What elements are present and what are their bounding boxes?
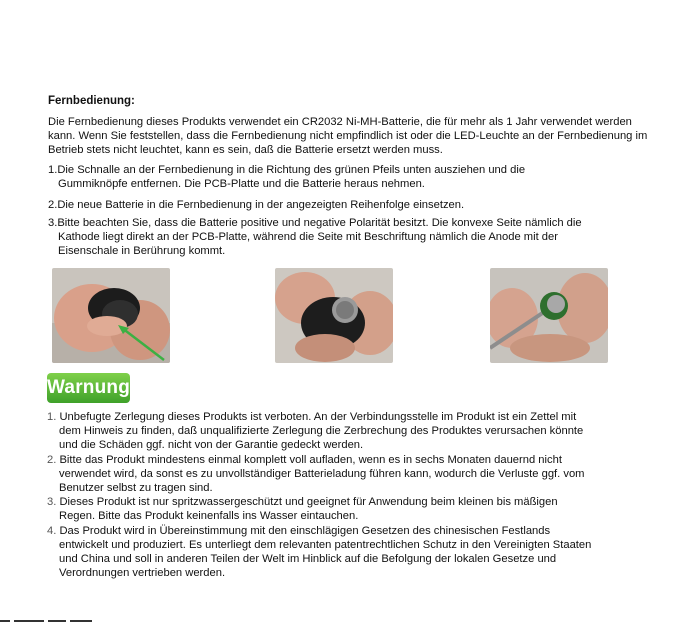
- warning-line: entwickelt und produziert. Es unterliegt dem relevanten patentrechtlichen Schutz in den Vereinigten Staaten: [59, 538, 592, 551]
- photo-battery-pcb: [490, 268, 608, 363]
- warning-line: und die Schäden ggf. nicht von der Garantie gedeckt werden.: [59, 439, 364, 452]
- intro-paragraph: Die Fernbedienung dieses Produkts verwendet ein CR2032 Ni-MH-Batterie, die für mehr als 1 Jahr verwendet werden kann. Wenn Sie feststellen, dass die Fernbedienung nicht empfindlich ist oder die LED-Leuchte an der Fernbedienung im Betrieb stets nicht leuchtet, kann es sein, daß die Batterie ersetzt werden muss.: [48, 116, 648, 157]
- step-3-line-1: 3.Bitte beachten Sie, dass die Batterie positive und negative Polarität besitzt. Die konvexe Seite nämlich die: [48, 217, 582, 229]
- warning-item: [47, 453, 637, 496]
- warning-item: [47, 524, 637, 581]
- warning-badge: Warnung: [47, 373, 130, 403]
- step-1-line-2: Gummiknöpfe entfernen. Die PCB-Platte und die Batterie heraus nehmen.: [58, 178, 425, 191]
- step-1: [48, 163, 638, 191]
- warning-number: 3.: [47, 496, 57, 509]
- photo-open-remote: [52, 268, 170, 363]
- warning-number: 2.: [47, 453, 57, 466]
- step-2: [48, 198, 638, 212]
- page-edge-mark: [0, 612, 140, 619]
- warning-line: Bitte das Produkt mindestens einmal komplett voll aufladen, wenn es in sechs Monaten dauernd nicht: [59, 453, 562, 466]
- warning-line: Benutzer selbst zu tragen sind.: [59, 482, 213, 495]
- section-title: Fernbedienung:: [48, 95, 135, 107]
- warning-line: Unbefugte Zerlegung dieses Produkts ist verboten. An der Verbindungsstelle im Produkt ist ein Zettel mit: [59, 411, 577, 423]
- step-2-line-1: 2.Die neue Batterie in die Fernbedienung in der angezeigten Reihenfolge einsetzen.: [48, 199, 465, 211]
- warning-line: dem Hinweis zu finden, daß unqualifizierte Zerlegung die Zerbrechung des Produktes verursachen könnte: [59, 425, 584, 438]
- warning-number: 1.: [47, 411, 57, 423]
- step-1-line-1: 1.Die Schnalle an der Fernbedienung in die Richtung des grünen Pfeils unten ausziehen und die: [48, 164, 526, 176]
- warning-line: Verordnungen vertrieben werden.: [59, 567, 226, 580]
- warning-item: [47, 410, 637, 453]
- photo-insert-battery: [275, 268, 393, 363]
- warning-number: 4.: [47, 524, 57, 537]
- warning-item: [47, 495, 637, 523]
- warning-line: Das Produkt wird in Übereinstimmung mit den einschlägigen Gesetzen des chinesischen Festlands: [59, 524, 551, 537]
- warning-line: Regen. Bitte das Produkt keinenfalls ins Wasser eintauchen.: [59, 510, 359, 523]
- warning-line: Dieses Produkt ist nur spritzwassergeschützt und geeignet für Anwendung beim kleinen bis mäßigen: [59, 496, 558, 509]
- step-3: [48, 216, 638, 259]
- warning-line: verwendet wird, da sonst es zu unvollständiger Batterieladung führen kann, wodurch die Verluste ggf. vom: [59, 467, 585, 480]
- step-3-line-2: Kathode liegt direkt an der PCB-Platte, während die Seite mit Beschriftung nämlich die Anode mit der: [58, 231, 558, 244]
- warning-line: und China und soll in anderen Teilen der Welt im Hinblick auf die Befolgung der lokalen Gesetze und: [59, 553, 557, 566]
- warning-list: [47, 410, 637, 580]
- step-3-line-3: Eisenschale in Berührung kommt.: [58, 245, 226, 258]
